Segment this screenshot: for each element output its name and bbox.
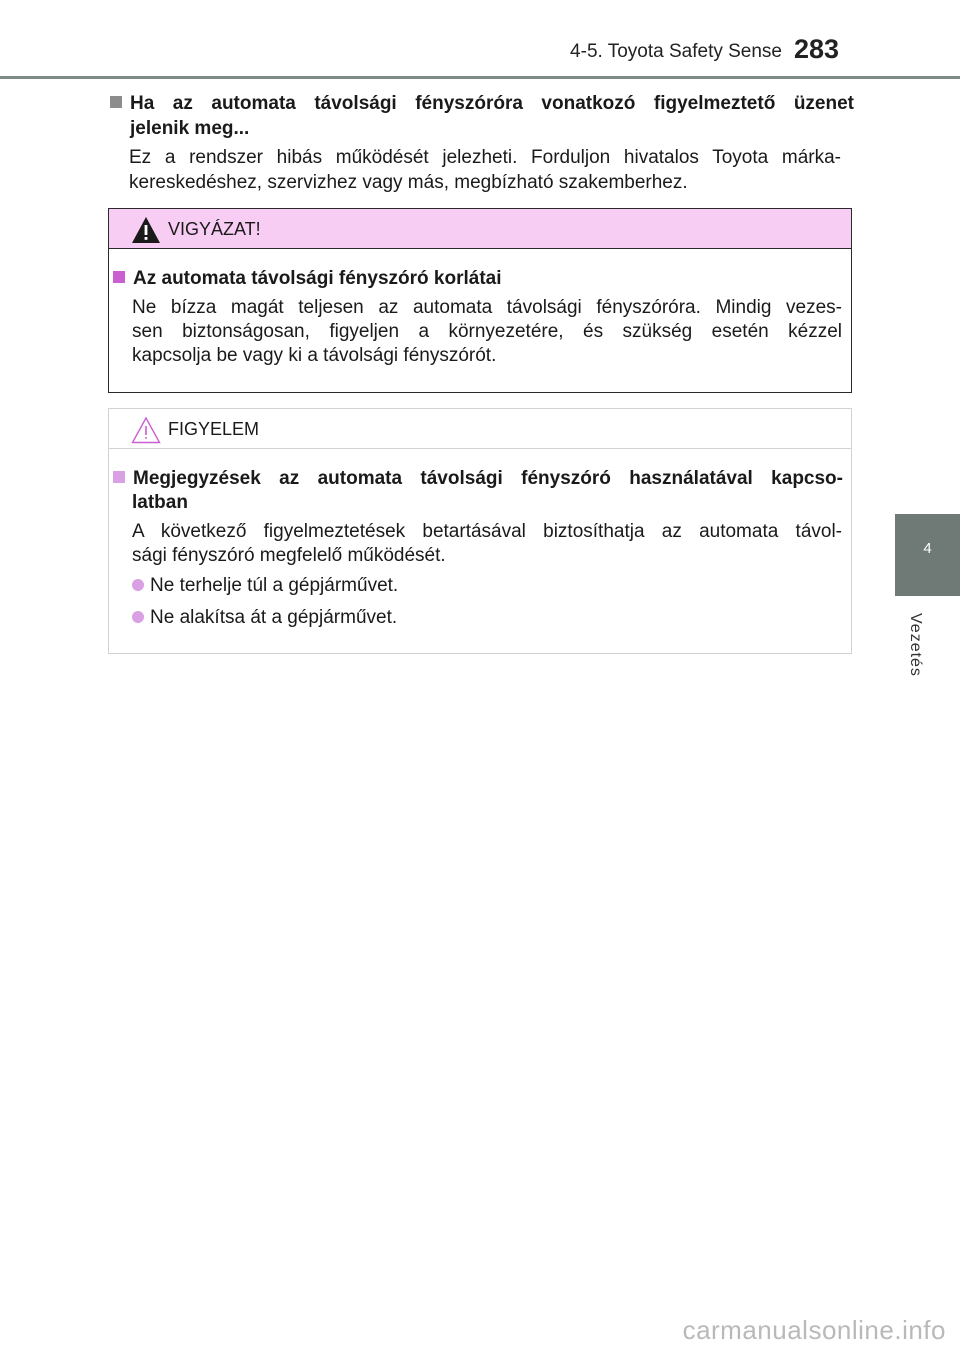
bullet-text: Ne terhelje túl a gépjárművet. [150, 575, 399, 596]
caution-body-line3: kapcsolja be vagy ki a távolsági fényszórót. [132, 345, 497, 366]
page-number: 283 [794, 34, 840, 64]
notice-heading [113, 467, 843, 515]
intro-body [129, 145, 841, 195]
caution-box [108, 208, 852, 393]
square-bullet-icon [113, 471, 125, 483]
notice-box [108, 408, 852, 654]
intro-heading-line1: Ha az automata távolsági fényszóróra vonatkozó figyelmeztető üzenet [130, 93, 854, 114]
circle-bullet-icon [132, 579, 144, 591]
bullet-text: Ne alakítsa át a gépjárművet. [150, 607, 398, 628]
square-bullet-icon [110, 96, 122, 108]
intro-body-line1: Ez a rendszer hibás működését jelezheti. Forduljon hivatalos Toyota márka- [129, 147, 841, 168]
notice-body-line2: sági fényszóró megfelelő működését. [132, 545, 446, 566]
chapter-label: Vezetés [907, 613, 924, 677]
warning-triangle-icon [131, 216, 161, 244]
square-bullet-icon [113, 271, 125, 283]
caution-body-line2: sen biztonságosan, figyeljen a környezetére, és szükség esetén kézzel [132, 321, 842, 342]
notice-heading-line1: Megjegyzések az automata távolsági fényszóró használatával kapcso- [133, 468, 843, 489]
caution-body [132, 296, 842, 368]
list-item [132, 574, 398, 598]
notice-body [132, 520, 842, 568]
caution-triangle-icon [131, 416, 161, 444]
header-divider [0, 76, 960, 79]
notice-heading-line2: latban [132, 492, 188, 513]
caution-header [109, 209, 851, 249]
intro-heading [110, 91, 854, 141]
notice-header [109, 409, 851, 449]
list-item [132, 606, 397, 630]
intro-body-line2: kereskedéshez, szervizhez vagy más, megbízható szakemberhez. [129, 172, 688, 193]
caution-heading-text: Az automata távolsági fényszóró korlátai [133, 268, 502, 289]
circle-bullet-icon [132, 611, 144, 623]
notice-title: FIGYELEM [168, 419, 260, 439]
section-title: 4-5. Toyota Safety Sense [570, 41, 782, 62]
chapter-number: 4 [923, 540, 932, 557]
intro-heading-line2: jelenik meg... [130, 118, 250, 139]
caution-heading [113, 267, 843, 291]
caution-body-line1: Ne bízza magát teljesen az automata távolsági fényszóróra. Mindig vezes- [132, 297, 842, 318]
notice-body-line1: A következő figyelmeztetések betartásával biztosíthatja az automata távol- [132, 521, 842, 542]
caution-title: VIGYÁZAT! [168, 219, 261, 239]
chapter-tab [895, 514, 960, 596]
watermark: carmanualsonline.info [682, 1315, 946, 1345]
